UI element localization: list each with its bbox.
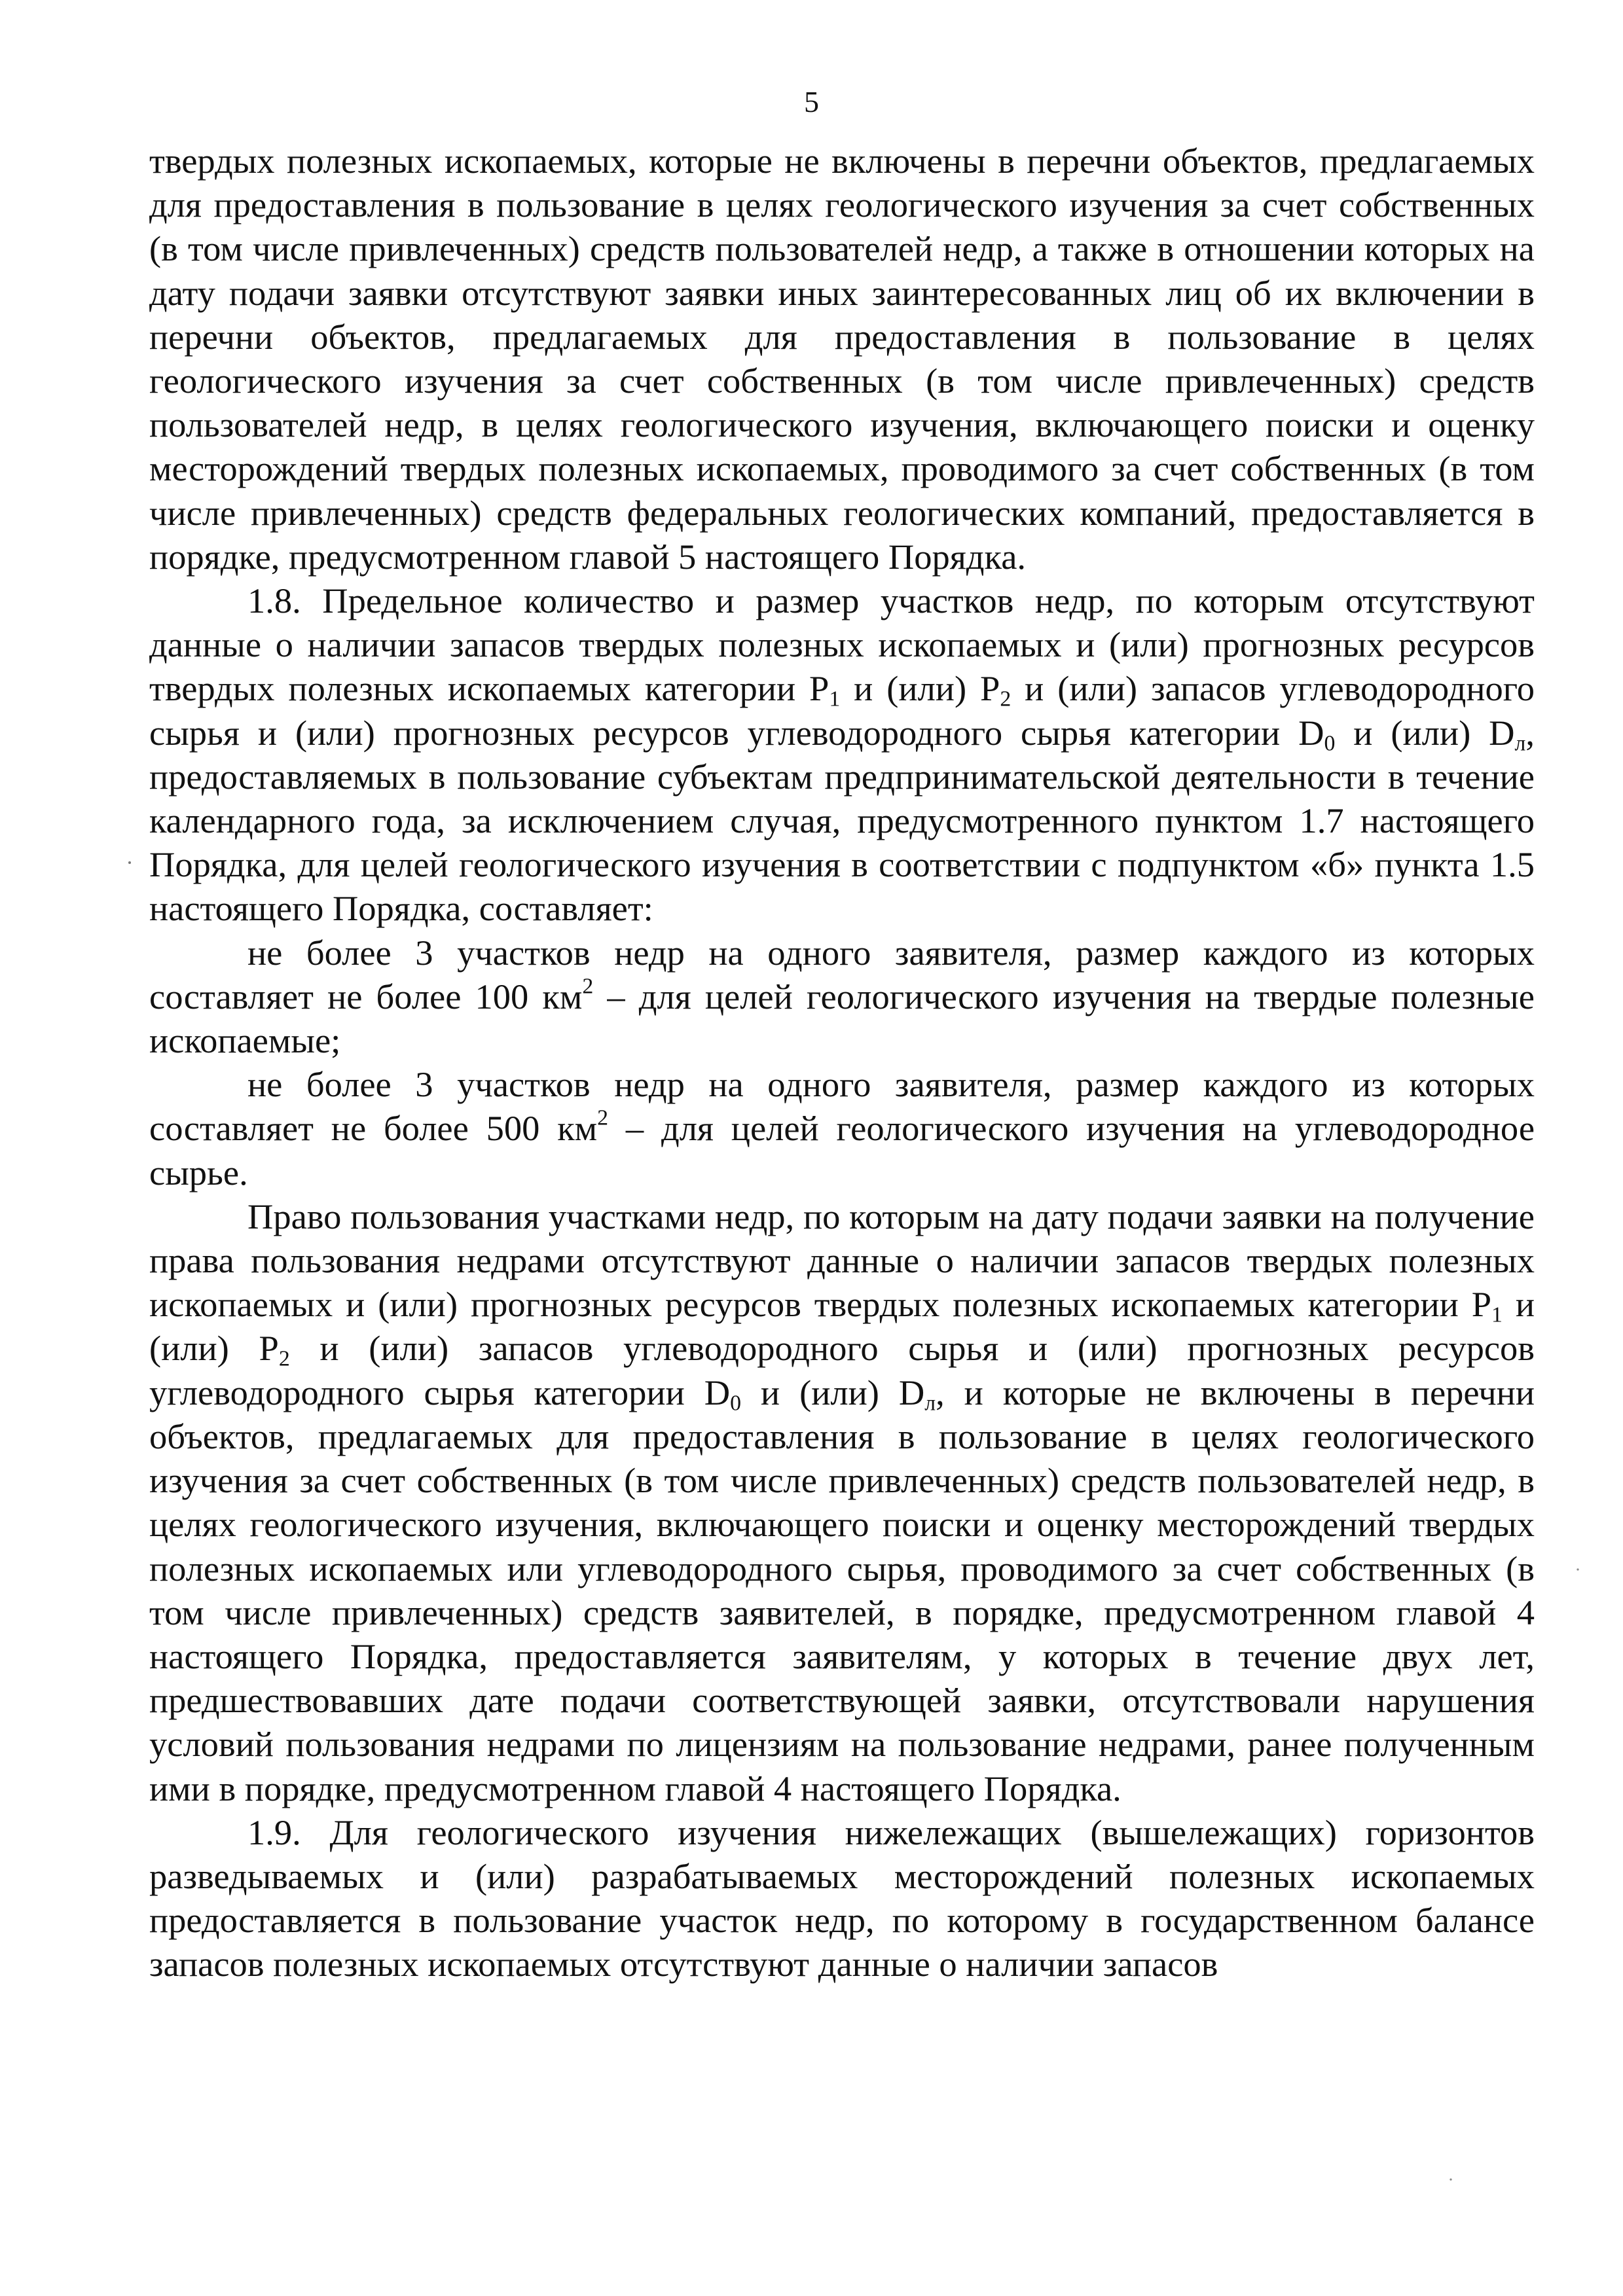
page-number: 5 xyxy=(804,85,819,118)
paragraph-clause-1-9: 1.9. Для геологического изучения нижележащих (вышележащих) горизонтов разведываемых и (или) разрабатываемых месторождений полезных ископаемых предоставляется в пользование участок недр, по которому в государственном балансе запасов полезных ископаемых отсутствуют данные о наличии запасов xyxy=(149,1812,1535,1984)
paragraph-limit-solid-minerals: не более 3 участков недр на одного заявителя, размер каждого из которых составляет не более 100 $км^2$ – для целей геологического изучения на твердые полезные ископаемые; xyxy=(149,932,1535,1061)
paragraph-clause-1-8: 1.8. Предельное количество и размер участков недр, по которым отсутствуют данные о наличии запасов твердых полезных ископаемых и (или) прогнозных ресурсов твердых полезных ископаемых категории $P_1$ и (или) $P_2$ и (или) запасов углеводородного сырья и (или) прогнозных ресурсов углеводородного сырья категории $D_0$ и (или) $D_л$, предоставляемых в пользование субъектам предпринимательской деятельности в течение календарного года, за исключением случая, предусмотренного пунктом 1.7 настоящего Порядка, для целей геологического изучения в соответствии с подпунктом «б» пункта 1.5 настоящего Порядка, составляет: xyxy=(149,581,1535,929)
scan-speck xyxy=(128,861,131,864)
document-body xyxy=(149,139,1535,1986)
paragraph-continuation: твердых полезных ископаемых, которые не включены в перечни объектов, предлагаемых для предоставления в пользование в целях геологического изучения за счет собственных (в том числе привлеченных) средств пользователей недр, а также в отношении которых на дату подачи заявки отсутствуют заявки иных заинтересованных лиц об их включении в перечни объектов, предлагаемых для предоставления в пользование в целях геологического изучения за счет собственных (в том числе привлеченных) средств пользователей недр, в целях геологического изучения, включающего поиски и оценку месторождений твердых полезных ископаемых, проводимого за счет собственных (в том числе привлеченных) средств федеральных геологических компаний, предоставляется в порядке, предусмотренном главой 5 настоящего Порядка. xyxy=(149,141,1535,577)
paragraph-limit-hydrocarbons: не более 3 участков недр на одного заявителя, размер каждого из которых составляет не более 500 $км^2$ – для целей геологического изучения на углеводородное сырье. xyxy=(149,1064,1535,1193)
paragraph-right-of-use: Право пользования участками недр, по которым на дату подачи заявки на получение права пользования недрами отсутствуют данные о наличии запасов твердых полезных ископаемых и (или) прогнозных ресурсов твердых полезных ископаемых категории $P_1$ и (или) $P_2$ и (или) запасов углеводородного сырья и (или) прогнозных ресурсов углеводородного сырья категории $D_0$ и (или) $D_л$, и которые не включены в перечни объектов, предлагаемых для предоставления в пользование в целях геологического изучения за счет собственных (в том числе привлеченных) средств пользователей недр, в целях геологического изучения, включающего поиски и оценку месторождений твердых полезных ископаемых или углеводородного сырья, проводимого за счет собственных (в том числе привлеченных) средств заявителей, в порядке, предусмотренном главой 4 настоящего Порядка, предоставляется заявителям, у которых в течение двух лет, предшествовавших дате подачи соответствующей заявки, отсутствовали нарушения условий пользования недрами по лицензиям на пользование недрами, ранее полученным ими в порядке, предусмотренном главой 4 настоящего Порядка. xyxy=(149,1196,1535,1808)
scan-speck xyxy=(1577,1568,1578,1570)
scan-speck xyxy=(1450,2178,1451,2180)
